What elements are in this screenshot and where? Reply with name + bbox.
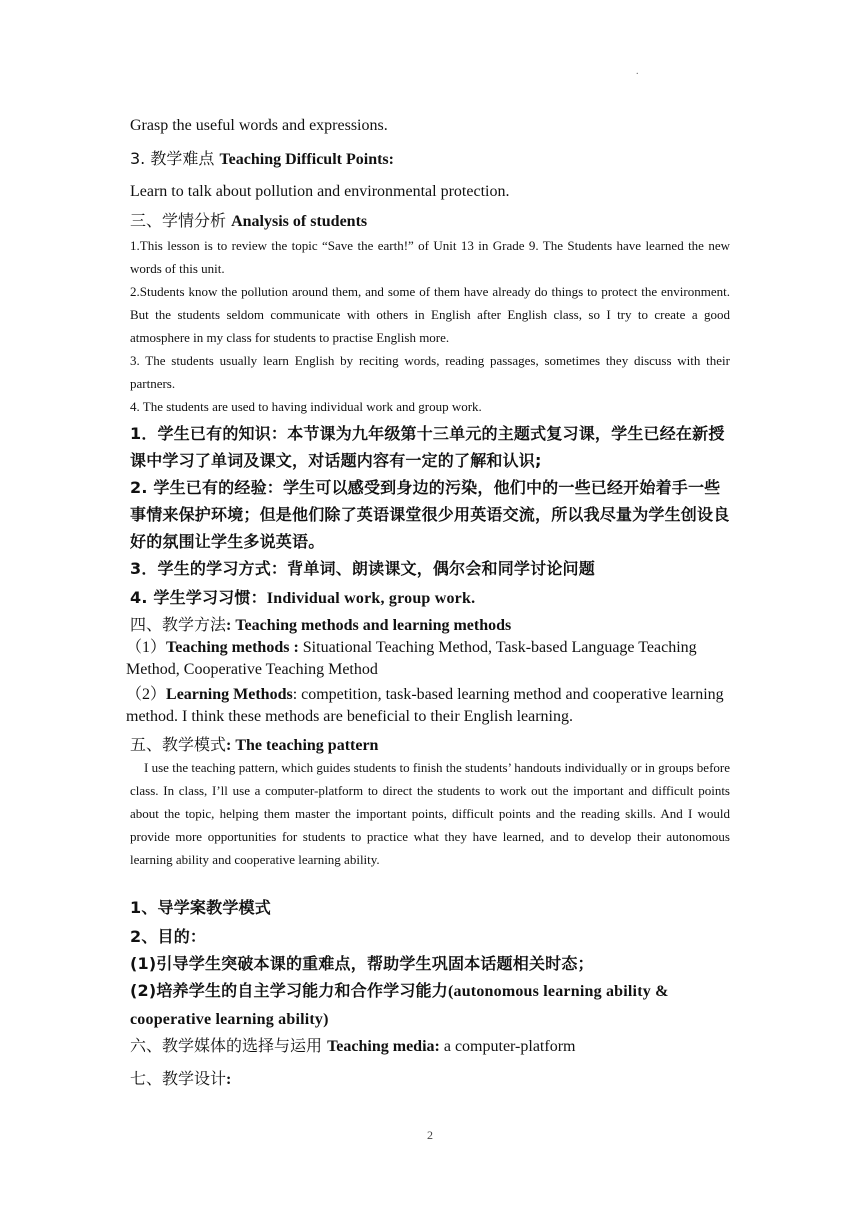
media-text: a computer-platform [439,1038,576,1055]
intro-line: Grasp the useful words and expressions. [130,117,388,134]
learning-methods-label: Learning Methods [166,686,293,703]
learning-methods [126,684,730,728]
pattern-paragraph: I use the teaching pattern, which guides students to finish the students’ handouts individually or in groups before class. In class, I’ll use a computer-platform to direct the students to work out the important and difficult points about the topic, helping them master the important points, difficult points and the reading skills. And I would provide more opportunities for students to practice what they have learned, and to develop their autonomous learning ability and cooperative learning ability. [130,760,730,867]
difficult-points-heading-en: Teaching Difficult Points: [219,151,394,168]
header-mark: . [636,66,639,77]
media-heading-cn: 六、教学媒体的选择与运用 [130,1036,328,1055]
difficult-points-heading-cn: 3. 教学难点 [130,149,220,168]
pattern-line-3: (1)引导学生突破本课的重难点，帮助学生巩固本话题相关时态； [130,954,594,973]
analysis-item-4: 4. The students are used to having individual work and group work. [130,399,482,414]
analysis-item-3: 3. The students usually learn English by reciting words, reading passages, sometimes they discuss with their partners. [130,353,730,391]
methods-heading-cn: 四、教学方法 [130,615,227,634]
analysis-cn-item-1: 1．学生已有的知识：本节课为九年级第十三单元的主题式复习课，学生已经在新授课中学习了单词及课文，对话题内容有一定的了解和认识; [130,424,725,470]
teaching-methods-text: Situational Teaching Method, Task-based Language Teaching Method, Cooperative Teaching Method [126,639,697,678]
difficult-points-heading [130,148,730,171]
methods-heading [130,614,730,637]
pattern-line-4-cn: (2)培养学生的自主学习能力和合作学习能力 [130,981,448,1000]
design-heading-cn: 七、教学设计 [130,1069,227,1088]
pattern-line-2: 2、目的： [130,927,207,946]
difficult-points-text: Learn to talk about pollution and environmental protection. [130,183,510,200]
learning-methods-text: : competition, task-based learning method and cooperative learning method. I think these methods are beneficial to their English learning. [126,686,724,725]
pattern-line-4 [130,977,730,1033]
design-heading [130,1068,730,1091]
media-heading-en: Teaching media: [327,1038,440,1055]
analysis-cn-item-3: 3．学生的学习方式：背单词、朗读课文，偶尔会和同学讨论问题 [130,559,595,578]
page-number: 2 [427,1128,433,1142]
analysis-heading [130,210,730,233]
teaching-methods-prefix: （1） [126,639,167,656]
pattern-line-1: 1、导学案教学模式 [130,898,271,917]
design-heading-en: : [226,1071,232,1088]
pattern-heading-en: : The teaching pattern [226,737,379,754]
analysis-item-1: 1.This lesson is to review the topic “Save the earth!” of Unit 13 in Grade 9. The Students have learned the new words of this unit. [130,238,730,276]
teaching-methods-label: Teaching methods : [166,639,299,656]
analysis-heading-en: Analysis of students [231,213,368,230]
analysis-cn-item-2: 2. 学生已有的经验：学生可以感受到身边的污染，他们中的一些已经开始着手一些事情来保护环境；但是他们除了英语课堂很少用英语交流，所以我尽量为学生创设良好的氛围让学生多说英语。 [130,478,730,551]
analysis-cn-item-4 [130,584,730,612]
analysis-cn-item-4-cn: 4. 学生学习习惯： [130,588,267,607]
analysis-cn-item-4-en: Individual work, group work. [266,590,476,607]
methods-heading-en: : Teaching methods and learning methods [226,617,512,634]
pattern-heading-cn: 五、教学模式 [130,735,227,754]
media-heading [130,1035,730,1058]
pattern-line-4-en: (autonomous learning ability & cooperative learning ability) [130,983,669,1028]
analysis-item-2: 2.Students know the pollution around them, and some of them have already do things to protect the environment. But the students seldom communicate with others in English after English class, so I try to create a good atmosphere in my class for students to practise English more. [130,284,730,345]
teaching-methods [126,637,730,681]
pattern-heading [130,734,730,757]
learning-methods-prefix: （2） [126,686,167,703]
analysis-heading-cn: 三、学情分析 [130,211,232,230]
